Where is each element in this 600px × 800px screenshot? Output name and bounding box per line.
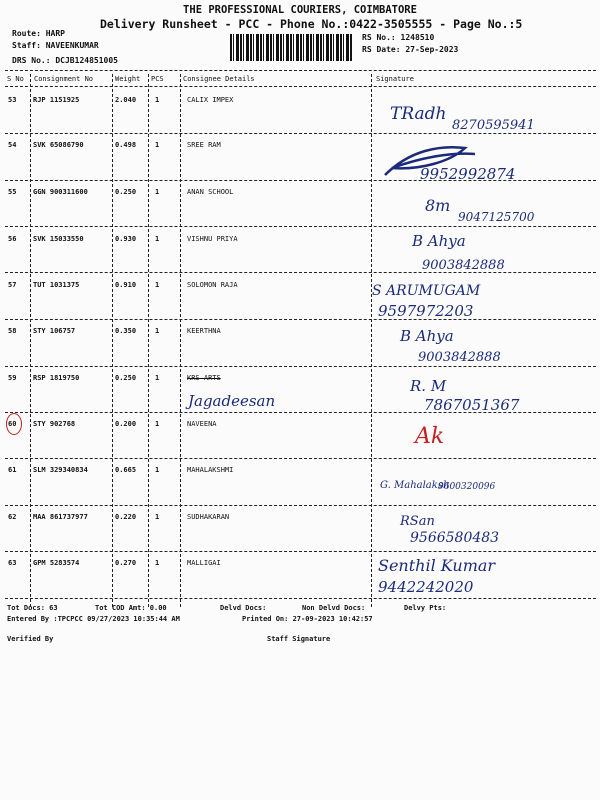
row-sno: 56: [8, 235, 17, 243]
row-phone: 9566580483: [410, 530, 500, 546]
row-sno: 53: [8, 96, 17, 104]
row-consignee: KRS ARTS: [187, 374, 221, 382]
barcode: [230, 34, 352, 61]
row-sno: 61: [8, 466, 17, 474]
row-consignee: VISHNU PRIYA: [187, 235, 238, 243]
route-field: [12, 29, 65, 38]
row-pcs: 1: [155, 466, 160, 474]
verified-by: Verified By: [7, 635, 54, 643]
row-divider: [5, 366, 596, 367]
row-consignment: RSP 1819750: [33, 374, 80, 382]
row-phone: 9442242020: [378, 578, 474, 596]
row-consignment: RJP 1151925: [33, 96, 80, 104]
printed-on: Printed On: 27-09-2023 10:42:57: [242, 615, 373, 623]
row-sno: 58: [8, 327, 17, 335]
col-header-pcs: PCS: [151, 75, 164, 83]
row-divider: [5, 272, 596, 273]
row-sno: 63: [8, 559, 17, 567]
row-consignee: SOLOMON RAJA: [187, 281, 238, 289]
row-signature: B Ahya: [412, 232, 466, 250]
company-name: THE PROFESSIONAL COURIERS, COIMBATORE: [183, 4, 417, 16]
page-title: Delivery Runsheet - PCC - Phone No.:0422-3505555 - Page No.:5: [100, 17, 523, 31]
row-phone: 9952992874: [420, 165, 516, 183]
row-pcs: 1: [155, 513, 160, 521]
row-weight: 0.220: [115, 513, 137, 521]
row-pcs: 1: [155, 235, 160, 243]
row-consignment: TUT 1031375: [33, 281, 80, 289]
column-divider: [30, 74, 31, 607]
rs-no-label: RS No.:: [362, 33, 396, 42]
row-weight: 0.930: [115, 235, 137, 243]
non-delvd-docs: Non Delvd Docs:: [302, 604, 366, 612]
row-divider: [5, 551, 596, 552]
row-consignment: SVK 65086790: [33, 141, 84, 149]
row-consignee: NAVEENA: [187, 420, 217, 428]
row-phone: 9047125700: [458, 210, 535, 224]
row-weight: 0.665: [115, 466, 137, 474]
column-divider: [371, 74, 372, 607]
row-sno: 57: [8, 281, 17, 289]
rs-no-value: 1248510: [400, 33, 435, 42]
row-pcs: 1: [155, 327, 160, 335]
rs-date-label: RS Date:: [362, 45, 401, 54]
row-signature-extra: R. M: [410, 377, 447, 395]
row-pcs: 1: [155, 188, 160, 196]
row-signature: TRadh: [390, 104, 447, 124]
row-signature: 8m: [425, 196, 451, 215]
staff-label: Staff:: [12, 41, 41, 50]
row-weight: 0.270: [115, 559, 137, 567]
row-sno: 54: [8, 141, 17, 149]
row-divider: [5, 505, 596, 506]
staff-value: NAVEENKUMAR: [45, 41, 99, 50]
staff-signature: Staff Signature: [267, 635, 331, 643]
row-consignment: SVK 15033550: [33, 235, 84, 243]
row-pcs: 1: [155, 374, 160, 382]
table-bottom-rule: [5, 598, 596, 599]
column-divider: [112, 74, 113, 607]
tot-docs: Tot Docs: 63: [7, 604, 58, 612]
row-consignee: SUDHAKARAN: [187, 513, 230, 521]
row-divider: [5, 458, 596, 459]
delvy-pts: Delvy Pts:: [404, 604, 447, 612]
row-phone: 9597972203: [378, 302, 474, 320]
row-sno: 60: [8, 420, 17, 428]
drs-field: [12, 56, 118, 65]
row-sno: 55: [8, 188, 17, 196]
row-weight: 0.350: [115, 327, 137, 335]
route-value: HARP: [45, 29, 65, 38]
rs-date-value: 27-Sep-2023: [405, 45, 459, 54]
col-header-consignee: Consignee Details: [183, 75, 255, 83]
col-header-consignment: Consignment No: [34, 75, 94, 83]
drs-label: DRS No.:: [12, 56, 51, 65]
row-consignment: STY 902768: [33, 420, 76, 428]
row-weight: 0.250: [115, 374, 137, 382]
header-bottom-rule: [5, 86, 596, 87]
row-consignee: ANAN SCHOOL: [187, 188, 234, 196]
row-pcs: 1: [155, 141, 160, 149]
row-sno: 62: [8, 513, 17, 521]
row-consignment: STY 106757: [33, 327, 76, 335]
row-phone: 9600320096: [438, 482, 496, 492]
row-phone: 9003842888: [418, 350, 501, 365]
row-signature: Jagadeesan: [188, 392, 276, 410]
route-label: Route:: [12, 29, 41, 38]
row-signature: B Ahya: [400, 327, 454, 345]
row-signature: G. Mahalaksh: [380, 480, 450, 491]
row-weight: 0.910: [115, 281, 137, 289]
row-pcs: 1: [155, 96, 160, 104]
red-circle-mark: [6, 413, 22, 435]
row-weight: 0.200: [115, 420, 137, 428]
row-consignee: SREE RAM: [187, 141, 221, 149]
row-weight: 2.040: [115, 96, 137, 104]
row-consignment: GGN 900311600: [33, 188, 88, 196]
row-signature: Senthil Kumar: [378, 556, 496, 575]
row-signature: S ARUMUGAM: [372, 283, 481, 299]
row-weight: 0.250: [115, 188, 137, 196]
table-top-rule: [5, 70, 596, 71]
row-consignee: MAHALAKSHMI: [187, 466, 234, 474]
col-header-signature: Signature: [376, 75, 414, 83]
row-consignment: GPM 5283574: [33, 559, 80, 567]
col-header-sno: S No: [7, 75, 24, 83]
staff-field: [12, 41, 99, 50]
column-divider: [148, 74, 149, 607]
row-signature: RSan: [400, 514, 435, 529]
row-weight: 0.498: [115, 141, 137, 149]
row-consignment: SLM 329340834: [33, 466, 88, 474]
col-header-weight: Weight: [115, 75, 141, 83]
row-pcs: 1: [155, 559, 160, 567]
entered-by: Entered By :TPCPCC 09/27/2023 10:35:44 AM: [7, 615, 180, 623]
drs-value: DCJB124851005: [55, 56, 118, 65]
row-consignment: MAA 861737977: [33, 513, 88, 521]
row-consignee: CALIX IMPEX: [187, 96, 234, 104]
row-pcs: 1: [155, 281, 160, 289]
rs-date-field: [362, 45, 458, 54]
row-phone: 9003842888: [422, 258, 505, 273]
row-divider: [5, 226, 596, 227]
row-phone: 7867051367: [424, 396, 520, 414]
row-divider: [5, 319, 596, 320]
row-consignee: KEERTHNA: [187, 327, 221, 335]
row-sno: 59: [8, 374, 17, 382]
row-signature: Ak: [415, 424, 445, 449]
delvd-docs: Delvd Docs:: [220, 604, 267, 612]
rs-no-field: [362, 33, 434, 42]
tot-cod-amt: Tot COD Amt: 0.00: [95, 604, 167, 612]
column-divider: [180, 74, 181, 607]
row-phone: 8270595941: [452, 118, 535, 133]
row-consignee: MALLIGAI: [187, 559, 221, 567]
row-divider: [5, 133, 596, 134]
row-pcs: 1: [155, 420, 160, 428]
